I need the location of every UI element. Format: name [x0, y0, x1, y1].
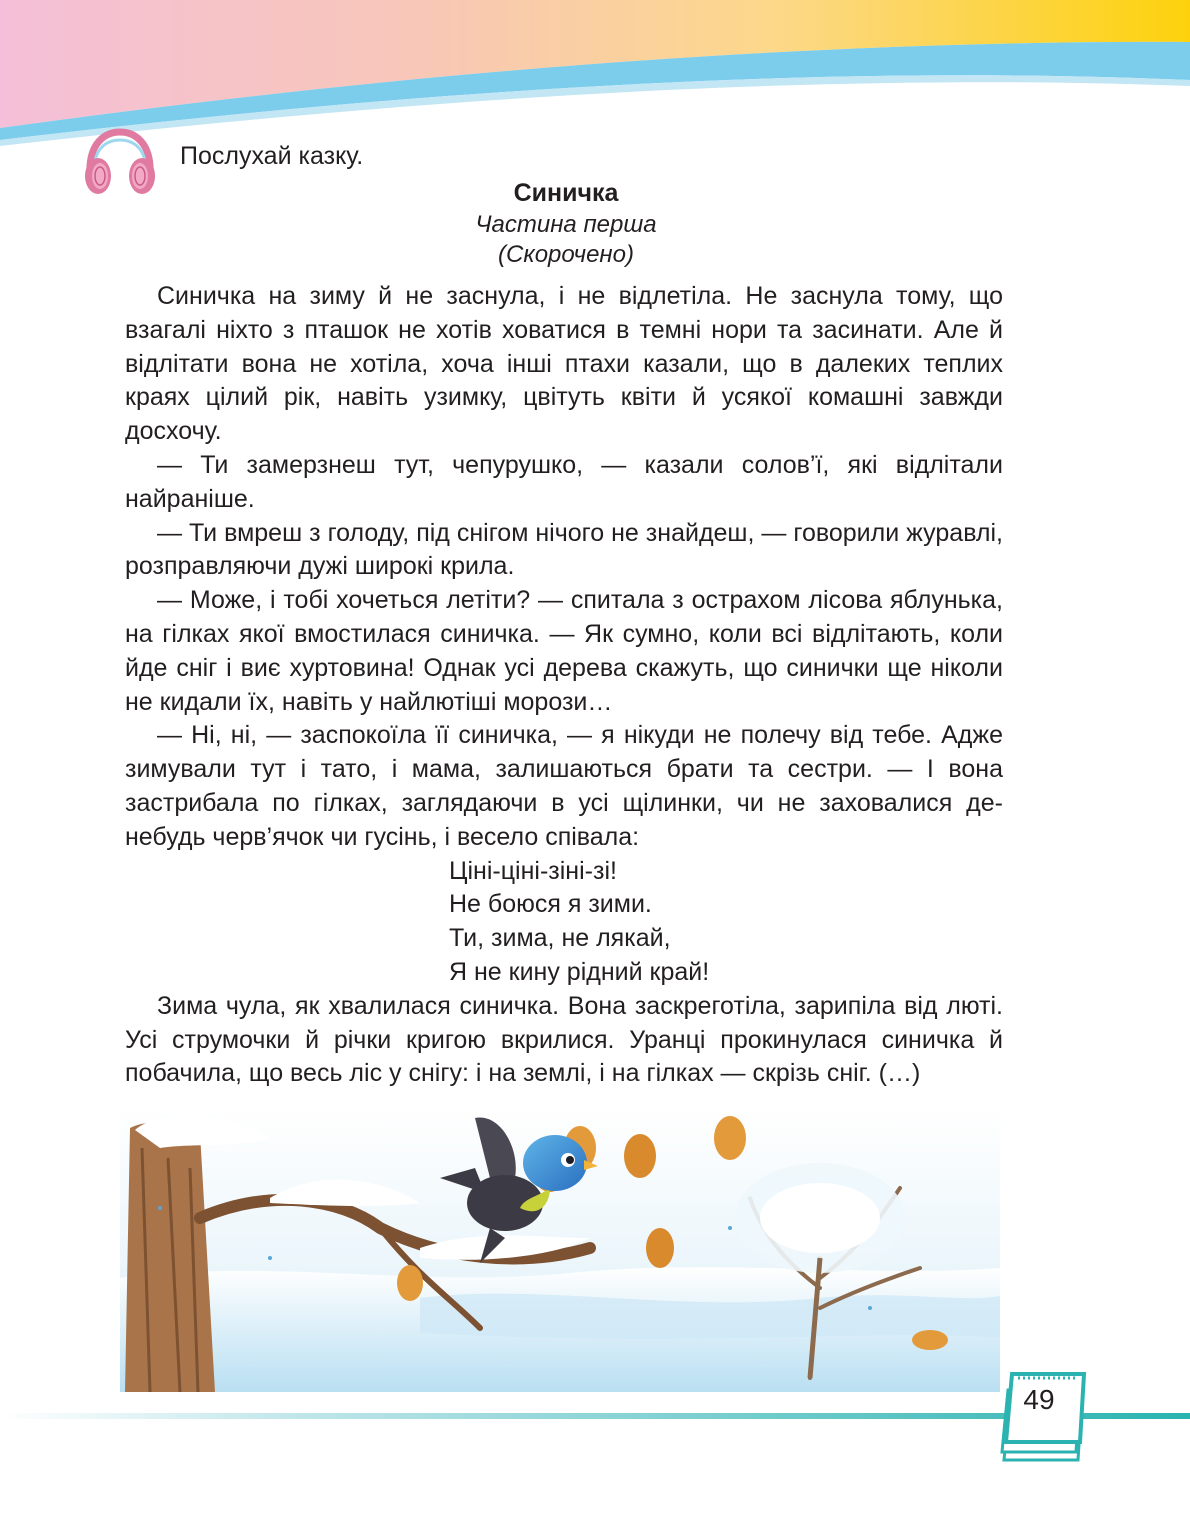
story-paragraph: Зима чула, як хвалилася синичка. Вона заскреготіла, зарипіла від люті. Усі струмочки й річки кригою вкрилися. Уранці прокинулася синичка й побачила, що весь ліс у снігу: і на землі, і на гілках — скрізь сніг. (…): [125, 991, 1003, 1088]
story-paragraph: — Ні, ні, — заспокоїла її синичка, — я нікуди не полечу від тебе. Адже зимували тут і тато, і мама, залишаються брати та сестри. — І вона застрибала по гілках, заглядаючи в усі щілинки, чи не заховалися де-небудь черв’ячок чи гусінь, і весело співала:: [125, 721, 1003, 851]
poem: [125, 855, 1003, 990]
story-paragraph: Синичка на зиму й не заснула, і не відлетіла. Не заснула тому, що взагалі ніхто з пташок не хотів ховатися в темні нори та засинати. Але й відлітати вона не хотіла, хоча інші птахи казали, що в далеких теплих краях цілий рік, навіть узимку, цвітуть квіти й усякої комашні завжди досхочу.: [125, 282, 1003, 446]
story-text: [125, 280, 1003, 1091]
poem-line: Ти, зима, не лякай,: [449, 924, 671, 953]
poem-line: Я не кину рідний край!: [449, 957, 710, 986]
story-part: Частина перша: [475, 211, 657, 238]
story-heading: [0, 176, 1132, 270]
instruction-text: Послухай казку.: [180, 142, 364, 170]
story-note: (Скорочено): [498, 241, 634, 268]
story-paragraph: — Ти вмреш з голоду, під снігом нічого не знайдеш, — говорили журавлі, розправляючи дужі широкі крила.: [125, 518, 1003, 581]
page-number: 49: [1023, 1384, 1055, 1415]
poem-line: Не боюся я зими.: [449, 890, 652, 919]
header-banner: [0, 0, 1190, 150]
story-paragraph: — Ти замерзнеш тут, чепурушко, — казали солов’ї, які відлітали найраніше.: [125, 450, 1003, 513]
story-title: Синичка: [513, 179, 619, 207]
winter-bird-illustration: [120, 1108, 1000, 1392]
story-paragraph: — Може, і тобі хочеться летіти? — спитала з острахом лісова яблунька, на гілках якої вмостилася синичка. — Як сумно, коли всі відлітають, коли йде сніг і виє хуртовина! Однак усі дерева скажуть, що синички ще ніколи не кидали їх, навіть у найлютіші морози…: [125, 586, 1003, 716]
poem-line: Ціні-ціні-зіні-зі!: [449, 856, 617, 885]
